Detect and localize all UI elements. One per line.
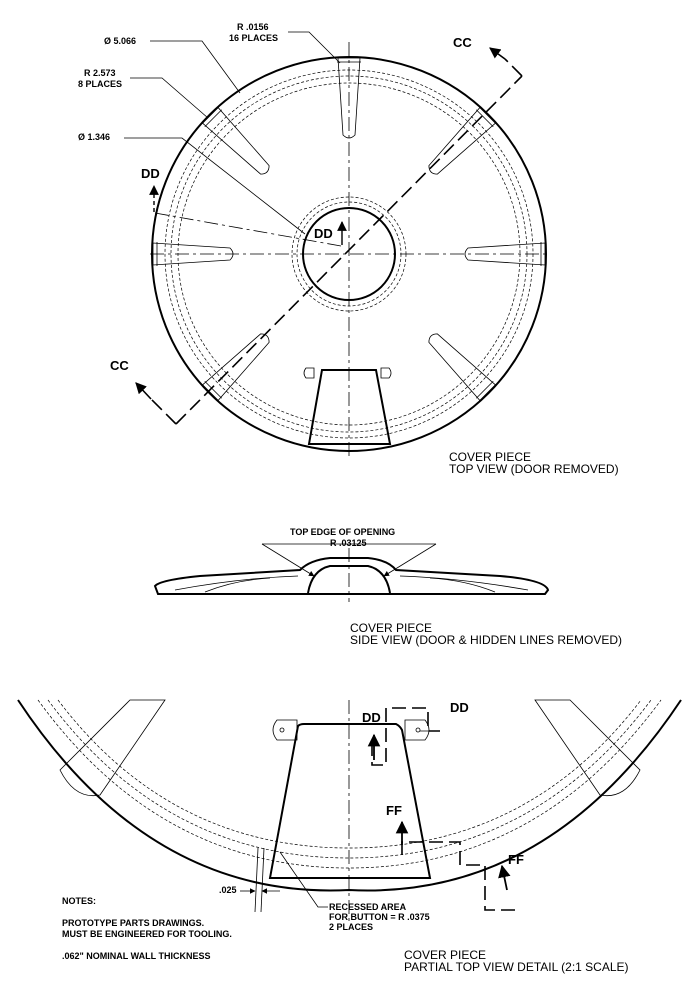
dim-025-ext-1: [255, 848, 258, 912]
top-view-title-1: COVER PIECE: [449, 450, 532, 464]
rib-top-right: [423, 107, 497, 181]
detail-ff-label-2: FF: [508, 852, 524, 867]
recess-leader: [280, 852, 328, 907]
section-cc-label-bottom: CC: [110, 358, 129, 373]
detail-door-opening: [270, 724, 430, 878]
section-cc-arrow-top: [505, 59, 522, 76]
side-inner-curve-2: [400, 576, 528, 590]
dim-r2573: R 2.573: [84, 68, 116, 78]
rib-bottom-right: [423, 328, 497, 402]
detail-ff-label-1: FF: [386, 803, 402, 818]
dim-dia1346: Ø 1.346: [78, 132, 111, 142]
detail-rim-hidden-1: [38, 700, 661, 868]
recess-line-1: RECESSED AREA: [329, 902, 407, 912]
section-cc-arrowhead-top: [490, 48, 505, 59]
detail-title-2: PARTIAL TOP VIEW DETAIL (2:1 SCALE): [404, 960, 629, 974]
side-inner-curve-1: [175, 576, 298, 590]
dim-16-places: 16 PLACES: [229, 33, 279, 43]
rib-bottom-left: [202, 328, 276, 402]
detail-dd-label-2: DD: [450, 700, 469, 715]
section-dd-label-left: DD: [141, 166, 160, 181]
detail-rim-hidden-3: [58, 700, 641, 848]
rib-top-left: [202, 107, 276, 181]
notes-line-2: MUST BE ENGINEERED FOR TOOLING.: [62, 929, 232, 939]
notes-line-3: .062" NOMINAL WALL THICKNESS: [62, 951, 211, 961]
top-view-title-2: TOP VIEW (DOOR REMOVED): [449, 462, 619, 476]
detail-button-left-dot: [280, 728, 284, 732]
detail-title-1: COVER PIECE: [404, 948, 487, 962]
button-recess-right: [381, 368, 391, 378]
leader-dia1346: [124, 138, 305, 234]
side-inner-curve-3: [205, 578, 270, 592]
section-cc-label-top: CC: [453, 35, 472, 50]
leader-dia5066: [150, 41, 240, 93]
notes: [62, 896, 232, 961]
side-view: [155, 527, 622, 647]
recess-line-2: FOR BUTTON = R .0375: [329, 912, 430, 922]
dim-dia5066: Ø 5.066: [104, 36, 137, 46]
detail-button-right-dot: [416, 728, 420, 732]
side-view-title-1: COVER PIECE: [350, 621, 433, 635]
detail-button-left: [273, 720, 297, 740]
dim-8-places: 8 PLACES: [78, 79, 123, 89]
side-view-title-2: SIDE VIEW (DOOR & HIDDEN LINES REMOVED): [350, 633, 623, 647]
notes-heading: NOTES:: [62, 896, 97, 906]
detail-outer-rim: [18, 700, 681, 890]
callout-r03125: R .03125: [330, 538, 367, 548]
button-recess-left: [304, 368, 314, 378]
leader-r2573: [130, 78, 208, 118]
notes-line-1: PROTOTYPE PARTS DRAWINGS.: [62, 918, 205, 928]
detail-dd-label-1: DD: [362, 710, 381, 725]
callout-top-edge: TOP EDGE OF OPENING: [290, 527, 396, 537]
section-dd-label-center: DD: [314, 226, 333, 241]
section-cc-arrowhead-bottom: [136, 383, 151, 399]
detail-rib-right: [535, 700, 640, 796]
dim-025-ext-2: [261, 848, 264, 912]
dim-025: .025: [219, 885, 237, 895]
door-opening: [309, 370, 390, 444]
section-cc-arrow-bottom: [151, 399, 176, 424]
dim-r0156: R .0156: [237, 22, 269, 32]
detail-button-right: [405, 720, 429, 740]
recess-line-3: 2 PLACES: [329, 922, 374, 932]
top-view: [78, 22, 619, 476]
detail-section-ff: [402, 842, 520, 910]
side-inner-curve-4: [430, 578, 495, 592]
detail-ff-arrowhead-2: [502, 866, 507, 890]
